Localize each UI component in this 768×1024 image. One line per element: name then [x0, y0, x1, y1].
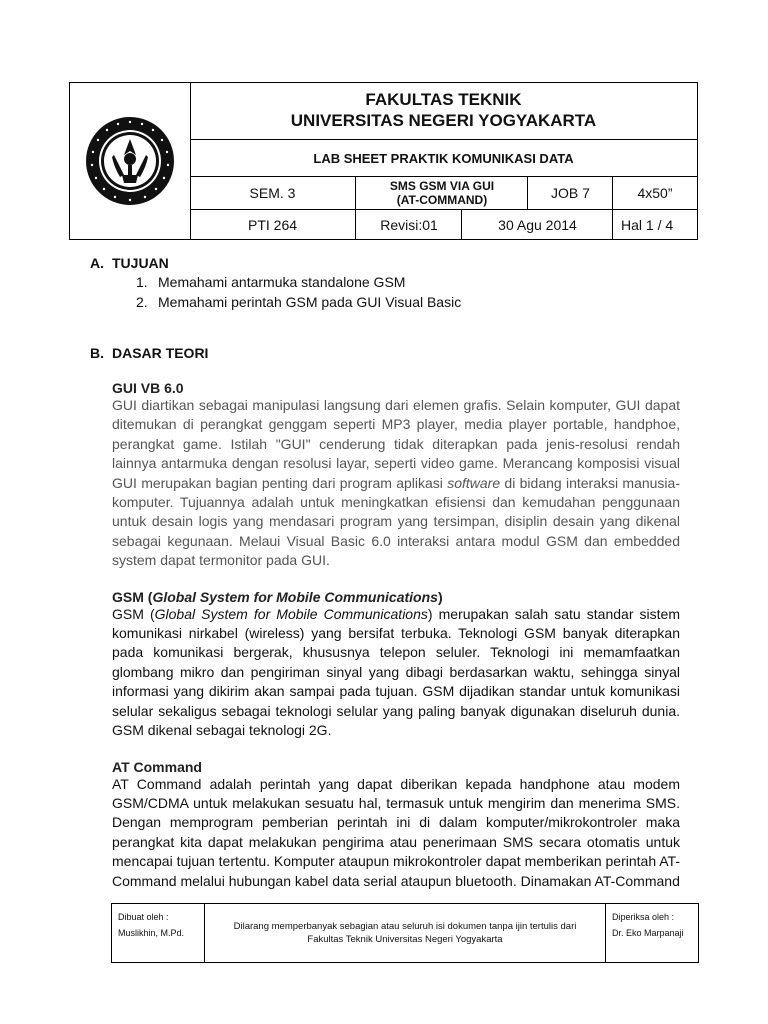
header-table: [69, 82, 698, 240]
copyright-notice: Dilarang memperbanyak sebagian atau seluruh isi dokumen tanpa ijin tertulis dari Fakultas Teknik Universitas Negeri Yogyakarta: [233, 921, 577, 945]
gui-subheading: GUI VB 6.0: [112, 380, 184, 396]
header-meta-row: [190, 210, 697, 239]
checked-by-label: Diperiksa oleh :: [612, 912, 675, 922]
section-a-letter: A.: [90, 255, 104, 271]
header-info-row: [190, 177, 697, 210]
section-b-title: DASAR TEORI: [112, 345, 209, 361]
section-a-heading: [90, 255, 680, 271]
footer-table: [111, 903, 699, 963]
objective-item: [136, 272, 680, 292]
objective-item: [136, 292, 680, 312]
section-b-letter: B.: [90, 345, 104, 361]
topic-cell: [355, 177, 528, 209]
topic-line1: SMS GSM VIA GUI: [389, 179, 495, 193]
lab-sheet-title: LAB SHEET PRAKTIK KOMUNIKASI DATA: [313, 150, 574, 166]
checked-by-cell: [605, 904, 698, 962]
university-seal-icon: [84, 115, 176, 207]
made-by-label: Dibuat oleh :: [118, 912, 169, 922]
objective-text: Memahami antarmuka standalone GSM: [158, 274, 406, 290]
section-b-heading: [90, 345, 680, 361]
gui-paragraph: GUI diartikan sebagai manipulasi langsung dari elemen grafis. Selain komputer, GUI dapat ditemukan di perangkat genggam seperti MP3 player, media player portable, handphoe, perangkat game. Istilah "GUI" cenderung tidak diterapkan pada jenis-resolusi rendah lainnya antarmuka dengan resolusi layar, seperti video game. Merancang komposisi visual GUI merupakan bagian penting dari program aplikasi software di bidang interaksi manusia-komputer. Tujuannya adalah untuk meningkatkan efisiensi dan kemudahan penggunaan untuk desain logis yang mendasari program yang tersimpan, disiplin desain yang dikenal sebagai kegunaan. Melaui Visual Basic 6.0 interaksi antara modul GSM dan embedded system dapat termonitor pada GUI.: [112, 397, 680, 569]
logo-cell: [70, 83, 191, 239]
made-by-name: Muslikhin, M.Pd.: [118, 928, 185, 938]
gsm-paragraph: GSM (Global System for Mobile Communications) merupakan salah satu standar sistem komunikasi nirkabel (wireless) yang bersifat terbuka. Teknologi GSM banyak diterapkan pada komunikasi bergerak, khususnya telepon seluler. Teknologi ini memamfaatkan glombang mikro dan pengiriman sinyal yang dibagi berdasarkan waktu, sehingga sinyal informasi yang dikirim akan sampai pada tujuan. GSM dijadikan standar untuk komunikasi selular sekaligus sebagai teknologi selular yang paling banyak digunakan diseluruh dunia. GSM dikenal sebagai teknologi 2G.: [112, 605, 681, 739]
document-body: [90, 255, 680, 891]
header-title-row: [190, 83, 697, 140]
topic-line2: (AT-COMMAND): [396, 193, 488, 207]
duration-cell: 4x50”: [612, 177, 697, 209]
checked-by-name: Dr. Eko Marpanaji: [612, 928, 684, 938]
semester-cell: SEM. 3: [249, 185, 296, 201]
at-command-paragraph: AT Command adalah perintah yang dapat diberikan kepada handphone atau modem GSM/CDMA untuk melakukan sesuatu hal, termasuk untuk mengirim dan menerima SMS. Dengan memprogram pemberian perintah ini di dalam komputer/mikrokontroler maka perangkat kita dapat melakukan pengirima atau penerimaan SMS secara otomatis untuk mencapai tujuan tertentu. Komputer ataupun mikrokontroler dapat memberikan perintah AT-Command melalui hubungan kabel data serial ataupun bluetooth. Dinamakan AT-Command: [112, 775, 680, 889]
header-subtitle-row: [190, 140, 697, 177]
page-cell: Hal 1 / 4: [612, 210, 697, 239]
made-by-cell: [112, 904, 205, 962]
date-cell: 30 Agu 2014: [461, 210, 613, 239]
gsm-subheading: GSM (Global System for Mobile Communications): [112, 588, 443, 605]
university-title: UNIVERSITAS NEGERI YOGYAKARTA: [290, 111, 597, 130]
objective-text: Memahami perintah GSM pada GUI Visual Basic: [158, 294, 462, 310]
course-code-cell: PTI 264: [247, 216, 298, 233]
job-cell: JOB 7: [527, 177, 613, 209]
at-command-subheading: AT Command: [112, 758, 202, 775]
revision-cell: Revisi:01: [355, 210, 462, 239]
section-a-title: TUJUAN: [112, 255, 169, 271]
objective-number: 1.: [136, 274, 148, 290]
faculty-title: FAKULTAS TEKNIK: [365, 90, 522, 109]
objective-number: 2.: [136, 294, 148, 310]
